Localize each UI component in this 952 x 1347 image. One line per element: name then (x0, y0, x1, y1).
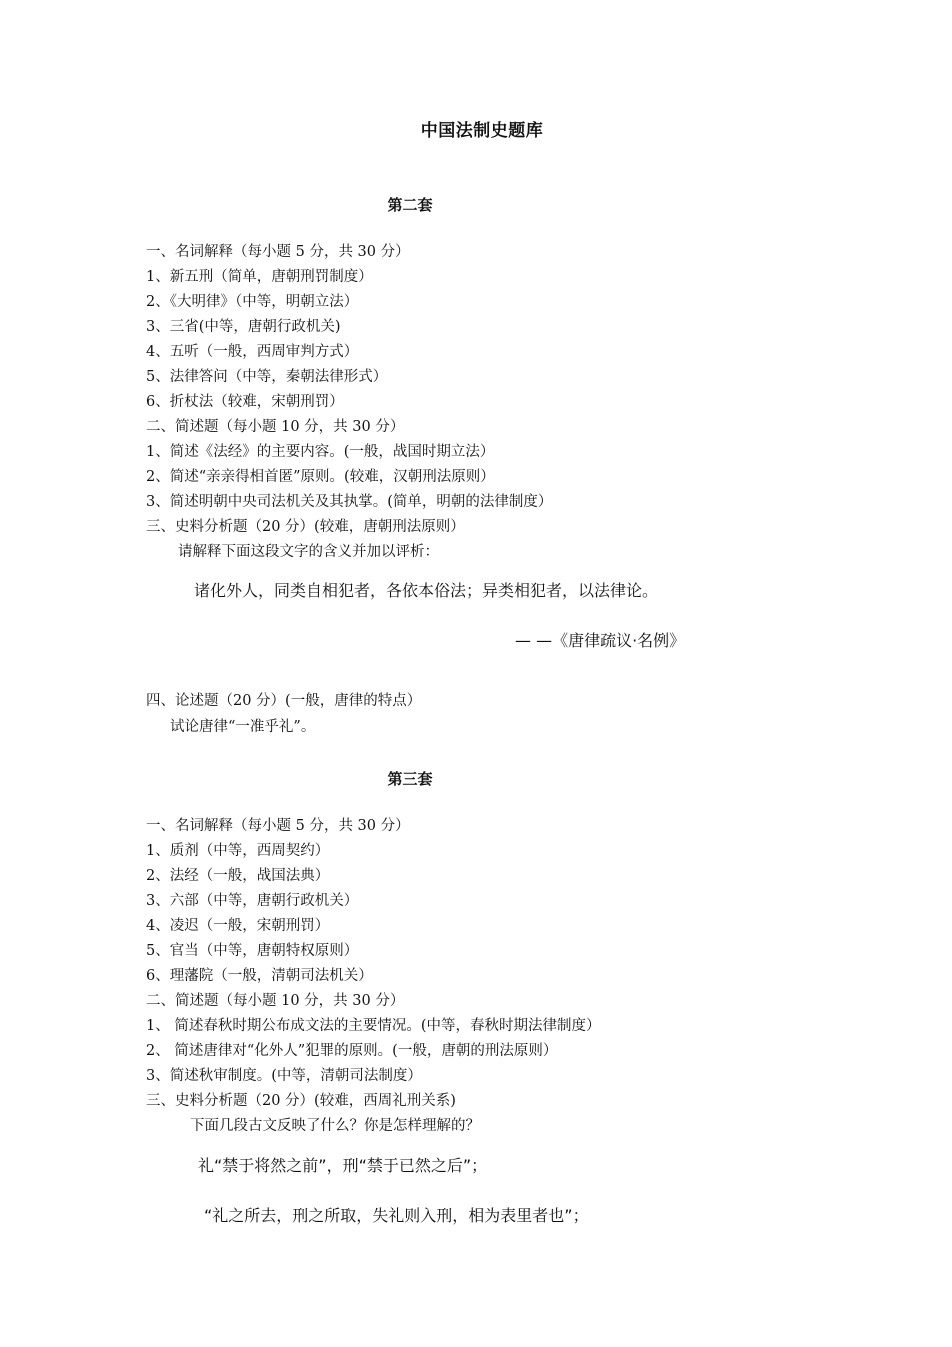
set2-term-item: 2、《大明律》（中等，明朝立法） (146, 294, 359, 310)
set3-term-item: 6、理藩院（一般，清朝司法机关） (146, 968, 373, 984)
set3-term-item: 4、凌迟（一般，宋朝刑罚） (146, 918, 330, 934)
set3-section1-header: 一、名词解释（每小题 5 分，共 30 分） (146, 818, 410, 834)
set2-section4-prompt: 试论唐律“一准乎礼”。 (170, 719, 316, 735)
set2-short-answer-item: 1、简述《法经》的主要内容。(一般，战国时期立法） (146, 444, 495, 460)
set3-heading: 第三套 (387, 770, 433, 788)
set3-term-item: 3、六部（中等，唐朝行政机关） (146, 893, 359, 909)
set3-short-answer-item: 3、简述秋审制度。(中等，清朝司法制度） (146, 1068, 422, 1084)
set2-section1-header: 一、名词解释（每小题 5 分，共 30 分） (146, 244, 410, 260)
set2-term-item: 5、法律答问（中等，秦朝法律形式） (146, 369, 388, 385)
set2-quote-source: — —《唐律疏议·名例》 (515, 631, 686, 650)
set2-term-item: 3、三省(中等，唐朝行政机关) (146, 319, 341, 335)
set2-quote: 诸化外人，同类自相犯者，各依本俗法；异类相犯者，以法律论。 (194, 581, 659, 600)
set3-section3-header: 三、史料分析题（20 分）(较难，西周礼刑关系) (146, 1093, 456, 1109)
set2-short-answer-item: 2、简述“亲亲得相首匿”原则。(较难，汉朝刑法原则） (146, 469, 495, 485)
set3-term-item: 1、质剂（中等，西周契约） (146, 843, 330, 859)
set3-section3-prompt: 下面几段古文反映了什么？你是怎样理解的？ (190, 1118, 480, 1134)
set3-section2-header: 二、简述题（每小题 10 分，共 30 分） (146, 993, 405, 1009)
set2-term-item: 1、新五刑（简单，唐朝刑罚制度） (146, 269, 373, 285)
set2-heading: 第二套 (387, 196, 433, 214)
set3-quote: 礼“禁于将然之前”，刑“禁于已然之后”； (198, 1156, 488, 1175)
set2-section4-header: 四、论述题（20 分）(一般，唐律的特点） (146, 693, 422, 709)
set3-short-answer-item: 1、 简述春秋时期公布成文法的主要情况。(中等，春秋时期法律制度） (146, 1018, 601, 1034)
set2-term-item: 6、折杖法（较难，宋朝刑罚） (146, 394, 344, 410)
set2-term-item: 4、五听（一般，西周审判方式） (146, 344, 359, 360)
set2-short-answer-item: 3、简述明朝中央司法机关及其执掌。(简单，明朝的法律制度） (146, 494, 553, 510)
set3-short-answer-item: 2、 简述唐律对“化外人”犯罪的原则。(一般，唐朝的刑法原则） (146, 1043, 558, 1059)
set2-section3-prompt: 请解释下面这段文字的含义并加以评析： (178, 544, 439, 560)
set3-term-item: 2、法经（一般，战国法典） (146, 868, 330, 884)
set2-section3-header: 三、史料分析题（20 分）(较难，唐朝刑法原则） (146, 519, 465, 535)
set3-term-item: 5、官当（中等，唐朝特权原则） (146, 943, 359, 959)
document-title: 中国法制史题库 (420, 121, 544, 141)
set2-section2-header: 二、简述题（每小题 10 分，共 30 分） (146, 419, 405, 435)
set3-quote: “礼之所去，刑之所取，失礼则入刑，相为表里者也”； (204, 1206, 589, 1225)
